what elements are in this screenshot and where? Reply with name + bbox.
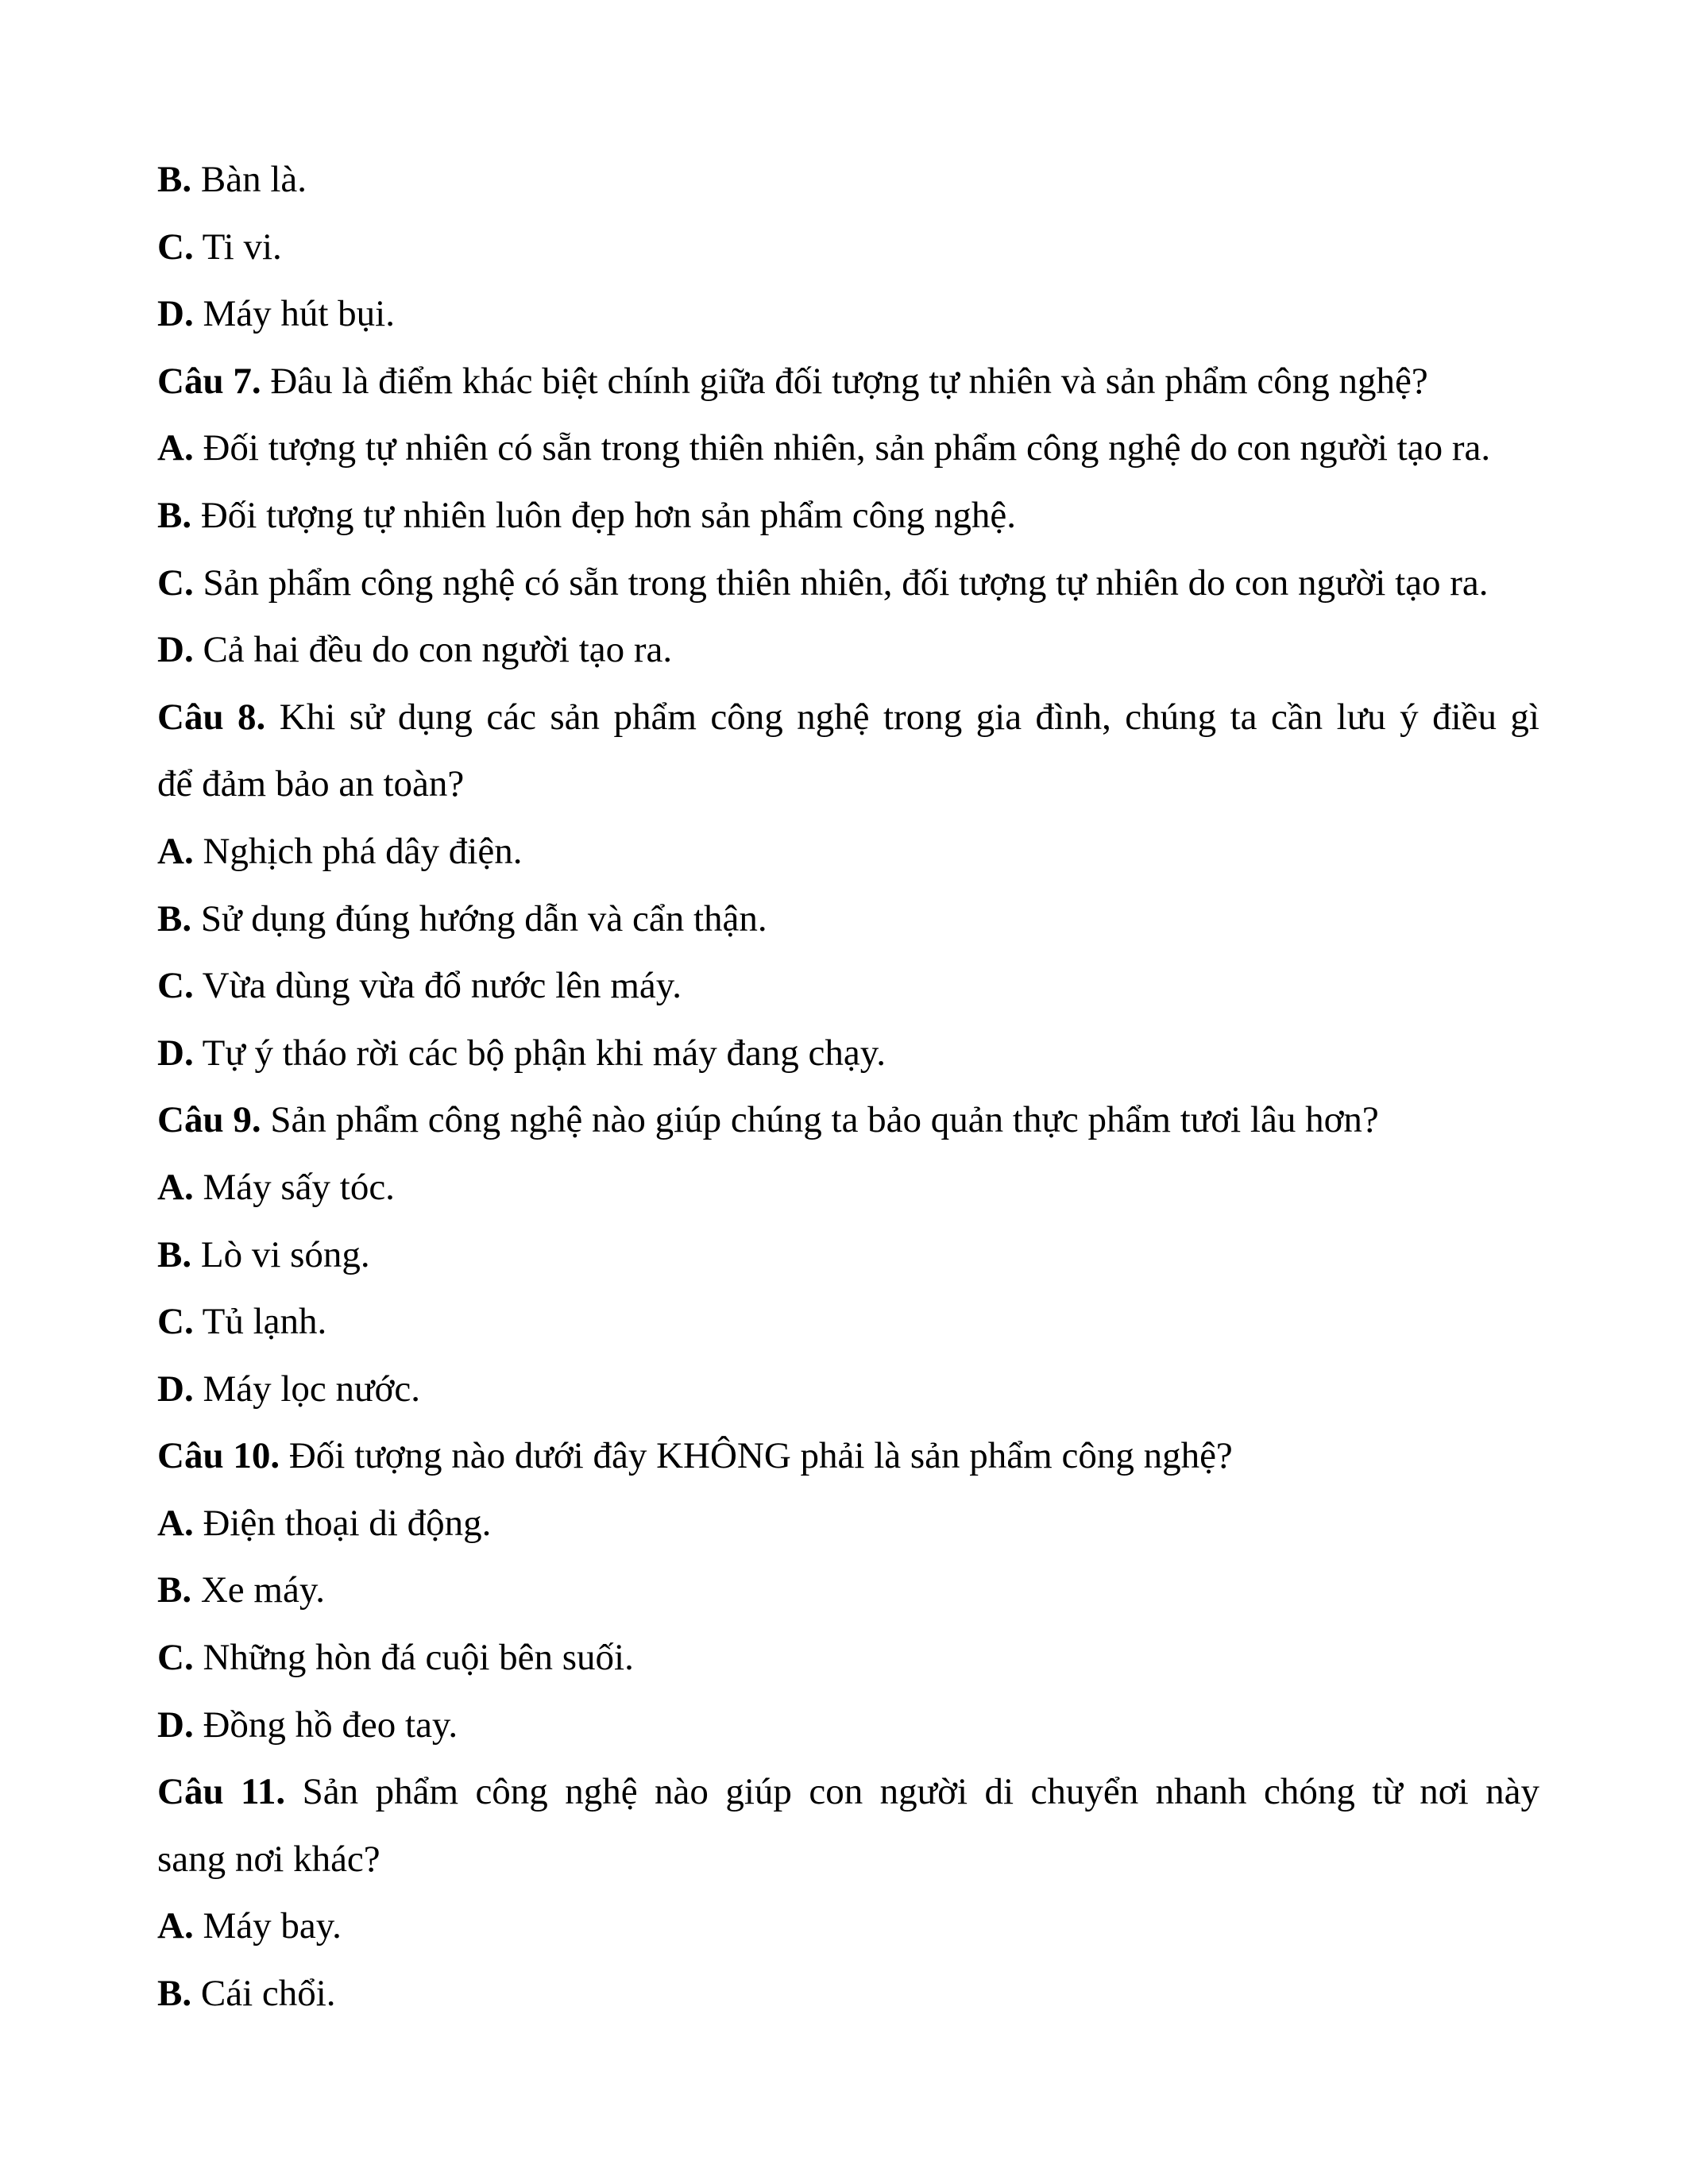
option-label: B. (157, 494, 192, 536)
option-line (157, 146, 1539, 214)
option-line (157, 1288, 1539, 1356)
option-label: D. (157, 1032, 194, 1074)
option-line (157, 214, 1539, 281)
option-line (157, 1893, 1539, 1960)
option-line (157, 415, 1539, 482)
option-label: C. (157, 1637, 194, 1679)
option-line (157, 616, 1539, 684)
question-line (157, 684, 1539, 751)
option-text: Ti vi. (193, 226, 282, 268)
question-line (157, 1086, 1539, 1154)
option-line (157, 1490, 1539, 1557)
question-text: Khi sử dụng các sản phẩm công nghệ trong gia đình, chúng ta cần lưu ý điều gì (265, 696, 1539, 738)
document-page (157, 146, 1539, 2028)
option-line (157, 886, 1539, 953)
question-continuation-line (157, 751, 1539, 818)
option-label: B. (157, 159, 192, 200)
option-label: D. (157, 1368, 194, 1410)
option-text: Vừa dùng vừa đổ nước lên máy. (193, 965, 682, 1007)
option-text: Máy lọc nước. (193, 1368, 420, 1410)
option-text: Sử dụng đúng hướng dẫn và cẩn thận. (191, 897, 767, 940)
option-text: Điện thoại di động. (193, 1502, 492, 1544)
option-line (157, 280, 1539, 348)
option-label: C. (157, 965, 194, 1007)
option-label: B. (157, 1973, 192, 2015)
question-text: sang nơi khác? (157, 1838, 380, 1880)
question-text: Đâu là điểm khác biệt chính giữa đối tượng tự nhiên và sản phẩm công nghệ? (261, 360, 1428, 402)
question-text: Sản phẩm công nghệ nào giúp chúng ta bảo quản thực phẩm tươi lâu hơn? (261, 1099, 1379, 1141)
option-label: B. (157, 897, 192, 940)
option-text: Máy hút bụi. (193, 293, 395, 335)
option-text: Cả hai đều do con người tạo ra. (193, 629, 673, 671)
question-line (157, 1758, 1539, 1826)
option-label: A. (157, 427, 194, 469)
option-text: Xe máy. (191, 1569, 326, 1611)
option-label: C. (157, 561, 194, 604)
option-label: D. (157, 293, 194, 335)
option-label: A. (157, 1502, 194, 1544)
option-line (157, 1356, 1539, 1423)
option-text: Cái chổi. (191, 1973, 336, 2015)
option-label: D. (157, 1704, 194, 1746)
question-text: để đảm bảo an toàn? (157, 763, 465, 805)
option-line (157, 1154, 1539, 1221)
option-text: Những hòn đá cuội bên suối. (193, 1637, 634, 1679)
option-line (157, 818, 1539, 886)
question-label: Câu 8. (157, 696, 266, 738)
option-line (157, 1557, 1539, 1624)
question-label: Câu 11. (157, 1771, 286, 1813)
option-text: Bàn là. (191, 159, 307, 200)
option-line (157, 482, 1539, 550)
option-line (157, 1692, 1539, 1759)
option-label: C. (157, 226, 194, 268)
option-line (157, 1020, 1539, 1087)
option-text: Máy sấy tóc. (193, 1166, 395, 1208)
option-label: A. (157, 830, 194, 872)
option-text: Đồng hồ đeo tay. (193, 1704, 458, 1746)
option-label: C. (157, 1301, 194, 1343)
option-label: B. (157, 1233, 192, 1275)
option-text: Nghịch phá dây điện. (193, 830, 523, 872)
question-label: Câu 9. (157, 1099, 261, 1141)
question-label: Câu 7. (157, 360, 261, 402)
option-line (157, 550, 1539, 617)
option-line (157, 1960, 1539, 2028)
option-label: A. (157, 1905, 194, 1947)
option-line (157, 952, 1539, 1020)
question-line (157, 1422, 1539, 1490)
option-label: D. (157, 629, 194, 671)
question-line (157, 348, 1539, 415)
option-text: Sản phẩm công nghệ có sẵn trong thiên nhiên, đối tượng tự nhiên do con người tạo ra. (193, 561, 1489, 604)
option-text: Đối tượng tự nhiên luôn đẹp hơn sản phẩm công nghệ. (191, 494, 1017, 536)
option-line (157, 1221, 1539, 1289)
option-text: Máy bay. (193, 1905, 342, 1947)
option-label: B. (157, 1569, 192, 1611)
option-text: Lò vi sóng. (191, 1233, 370, 1275)
option-line (157, 1624, 1539, 1692)
option-label: A. (157, 1166, 194, 1208)
question-continuation-line (157, 1826, 1539, 1893)
option-text: Đối tượng tự nhiên có sẵn trong thiên nhiên, sản phẩm công nghệ do con người tạo ra. (193, 427, 1491, 469)
question-label: Câu 10. (157, 1435, 280, 1477)
option-text: Tủ lạnh. (193, 1301, 327, 1343)
option-text: Tự ý tháo rời các bộ phận khi máy đang chạy. (193, 1032, 886, 1074)
question-text: Đối tượng nào dưới đây KHÔNG phải là sản phẩm công nghệ? (280, 1435, 1233, 1477)
question-text: Sản phẩm công nghệ nào giúp con người di chuyển nhanh chóng từ nơi này (285, 1771, 1539, 1813)
